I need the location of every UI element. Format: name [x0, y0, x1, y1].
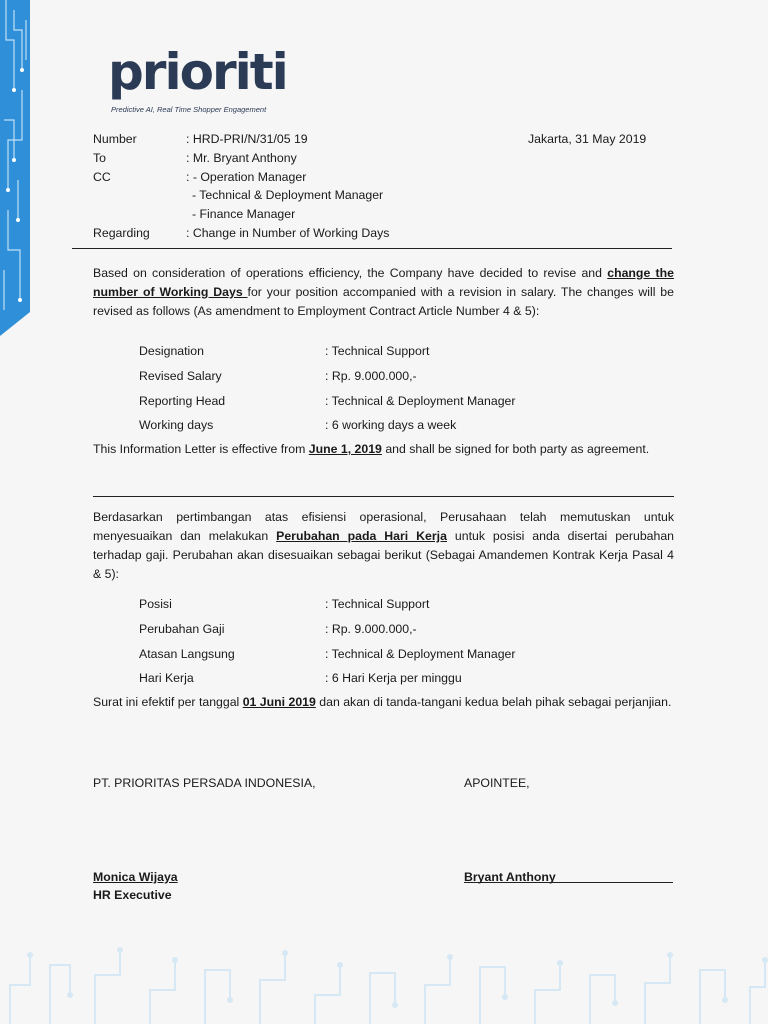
- emphasis-working-days: change the number of Working Days: [93, 266, 674, 299]
- indonesian-intro-paragraph: Berdasarkan pertimbangan atas efisiensi operasional, Perusahaan telah memutuskan untuk menyesuaikan dan melakukan Perubahan pada Hari Kerja untuk posisi anda disertai perubahan terhadap gaji. Perubahan akan disesuaikan sebagai berikut (Sebagai Amandemen Kontrak Kerja Pasal 4 & 5):: [93, 510, 675, 581]
- english-closing-paragraph: This Information Letter is effective from June 1, 2019 and shall be signed for both party as agreement.: [93, 442, 650, 456]
- circuit-strip-decoration: [0, 0, 30, 336]
- detail-value: : Technical Support: [325, 597, 430, 611]
- detail-label: Revised Salary: [139, 369, 222, 383]
- detail-label: Hari Kerja: [139, 671, 194, 685]
- header-divider: [72, 248, 672, 249]
- detail-value: : 6 Hari Kerja per minggu: [325, 671, 462, 685]
- letter-date: Jakarta, 31 May 2019: [528, 132, 647, 146]
- detail-value: : Technical Support: [325, 344, 430, 358]
- appointee-name: Bryant Anthony: [464, 870, 556, 884]
- cc-item: : - Operation Manager: [186, 170, 307, 184]
- regarding-label: Regarding: [93, 226, 150, 240]
- detail-value: : Technical & Deployment Manager: [325, 647, 516, 661]
- to-value: : Mr. Bryant Anthony: [186, 151, 297, 165]
- detail-value: : Technical & Deployment Manager: [325, 394, 516, 408]
- detail-value: : Rp. 9.000.000,-: [325, 622, 417, 636]
- effective-date: June 1, 2019: [308, 442, 382, 456]
- detail-value: : 6 working days a week: [325, 418, 457, 432]
- cc-label: CC: [93, 170, 111, 184]
- circuit-footer-decoration: [0, 945, 768, 1024]
- detail-label: Perubahan Gaji: [139, 622, 225, 636]
- cc-item: - Finance Manager: [192, 207, 296, 221]
- appointee-label: APOINTEE,: [464, 776, 530, 790]
- company-signer-title: HR Executive: [93, 888, 172, 902]
- company-signer-name: Monica Wijaya: [93, 870, 178, 884]
- appointee-signature-line: [464, 882, 673, 883]
- detail-label: Designation: [139, 344, 204, 358]
- detail-value: : Rp. 9.000.000,-: [325, 369, 417, 383]
- number-label: Number: [93, 132, 137, 146]
- detail-label: Working days: [139, 418, 214, 432]
- indonesian-closing-paragraph: Surat ini efektif per tanggal 01 Juni 2019 dan akan di tanda-tangani kedua belah pihak sebagai perjanjian.: [93, 695, 672, 709]
- to-label: To: [93, 151, 106, 165]
- prioriti-logo: [108, 43, 287, 120]
- tanggal-efektif: 01 Juni 2019: [242, 695, 316, 709]
- detail-label: Atasan Langsung: [139, 647, 235, 661]
- section-divider: [93, 496, 674, 497]
- company-name: PT. PRIORITAS PERSADA INDONESIA,: [93, 776, 316, 790]
- english-intro-paragraph: Based on consideration of operations efficiency, the Company have decided to revise and change the number of Working Days for your position accompanied with a revision in salary. The changes will be revised as follows (As amendment to Employment Contract Article Number 4 & 5):: [93, 266, 674, 318]
- emphasis-hari-kerja: Perubahan pada Hari Kerja: [276, 529, 447, 543]
- number-value: : HRD-PRI/N/31/05 19: [186, 132, 308, 146]
- logo-wordmark: prioriti: [108, 43, 287, 101]
- detail-label: Posisi: [139, 597, 172, 611]
- cc-item: - Technical & Deployment Manager: [192, 188, 384, 202]
- regarding-value: : Change in Number of Working Days: [186, 226, 390, 240]
- logo-tagline: Predictive AI, Real Time Shopper Engagement: [111, 105, 267, 114]
- detail-label: Reporting Head: [139, 394, 226, 408]
